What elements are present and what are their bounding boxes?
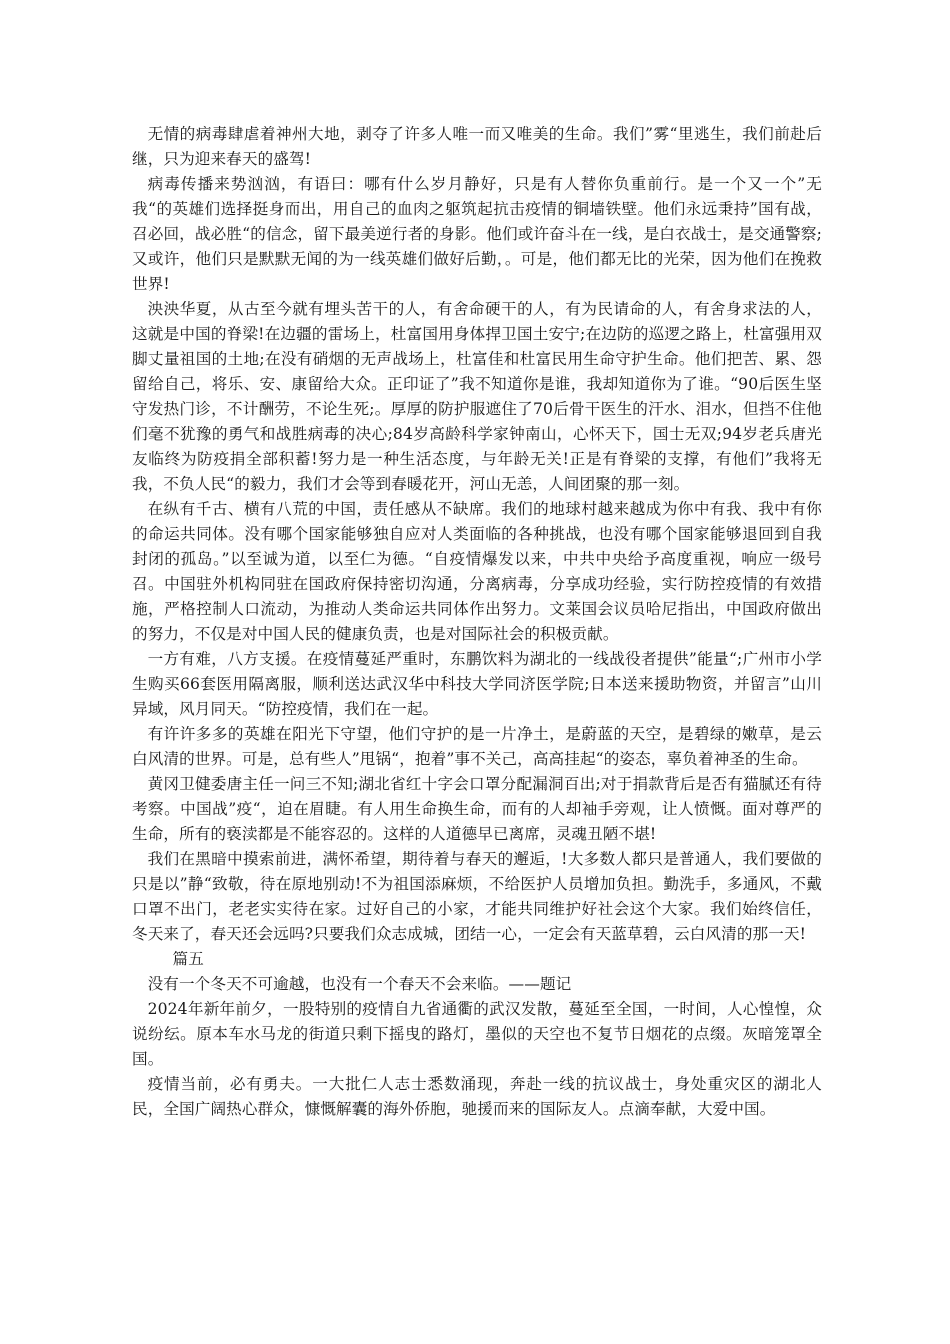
paragraph: 有许许多多的英雄在阳光下守望，他们守护的是一片净土，是蔚蓝的天空，是碧绿的嫩草，是云白风清的世界。可是，总有些人”甩锅“，抱着”事不关己，高高挂起“的姿态，辜负着神圣的生命。 bbox=[132, 725, 822, 768]
paragraph: 病毒传播来势汹汹，有语曰：哪有什么岁月静好，只是有人替你负重前行。是一个又一个”无我“的英雄们选择挺身而出，用自己的血肉之躯筑起抗击疫情的铜墙铁壁。他们永远秉持”国有战，召必回，战必胜“的信念，留下最美逆行者的身影。他们或许奋斗在一线，是白衣战士，是交通警察;又或许，他们只是默默无闻的为一线英雄们做好后勤，。可是，他们都无比的光荣，因为他们在挽救世界! bbox=[132, 175, 822, 293]
paragraph: 疫情当前，必有勇夫。一大批仁人志士悉数涌现，奔赴一线的抗议战士，身处重灾区的湖北人民，全国广阔热心群众，慷慨解囊的海外侨胞，驰援而来的国际友人。点滴奉献，大爱中国。 bbox=[132, 1075, 822, 1118]
section-heading: 篇五 bbox=[172, 950, 204, 968]
paragraph: 一方有难，八方支援。在疫情蔓延严重时，东鹏饮料为湖北的一线战役者提供”能量“;广州市小学生购买66套医用隔离服，顺利送达武汉华中科技大学同济医学院;日本送来援助物资，并留言”山川异域，风月同天。“防控疫情，我们在一起。 bbox=[132, 650, 822, 718]
paragraph: 无情的病毒肆虐着神州大地，剥夺了许多人唯一而又唯美的生命。我们”雾“里逃生，我们前赴后继，只为迎来春天的盛驾! bbox=[132, 125, 822, 168]
epigraph: 没有一个冬天不可逾越，也没有一个春天不会来临。——题记 bbox=[147, 975, 572, 993]
paragraph: 泱泱华夏，从古至今就有埋头苦干的人，有舍命硬干的人，有为民请命的人，有舍身求法的人，这就是中国的脊梁!在边疆的雷场上，杜富国用身体捍卫国土安宁;在边防的巡逻之路上，杜富强用双脚丈量祖国的土地;在没有硝烟的无声战场上，杜富佳和杜富民用生命守护生命。他们把苦、累、怨留给自己，将乐、安、康留给大众。正印证了”我不知道你是谁，我却知道你为了谁。“90后医生坚守发热门诊，不计酬劳，不论生死;。厚厚的防护服遮住了70后骨干医生的汗水、泪水，但挡不住他们毫不犹豫的勇气和战胜病毒的决心;84岁高龄科学家钟南山，心怀天下，国士无双;94岁老兵唐光友临终为防疫捐全部积蓄!努力是一种生活态度，与年龄无关!正是有脊梁的支撑，有他们”我将无我，不负人民“的毅力，我们才会等到春暖花开，河山无恙，人间团聚的那一刻。 bbox=[132, 300, 822, 493]
paragraph: 2024年新年前夕，一股特别的疫情自九省通衢的武汉发散，蔓延至全国，一时间，人心惶惶，众说纷纭。原本车水马龙的街道只剩下摇曳的路灯，墨似的天空也不复节日烟花的点缀。灰暗笼罩全国。 bbox=[132, 1000, 822, 1068]
document-page bbox=[132, 122, 822, 1122]
paragraph: 在纵有千古、横有八荒的中国，责任感从不缺席。我们的地球村越来越成为你中有我、我中有你的命运共同体。没有哪个国家能够独自应对人类面临的各种挑战，也没有哪个国家能够退回到自我封闭的孤岛。”以至诚为道，以至仁为德。“自疫情爆发以来，中共中央给予高度重视，响应一级号召。中国驻外机构同驻在国政府保持密切沟通，分离病毒，分享成功经验，实行防控疫情的有效措施，严格控制人口流动，为推动人类命运共同体作出努力。文莱国会议员哈尼指出，中国政府做出的努力，不仅是对中国人民的健康负责，也是对国际社会的积极贡献。 bbox=[132, 500, 822, 643]
paragraph: 我们在黑暗中摸索前进，满怀希望，期待着与春天的邂逅，!大多数人都只是普通人，我们要做的只是以”静“致敬，待在原地别动!不为祖国添麻烦，不给医护人员增加负担。勤洗手，多通风，不戴口罩不出门，老老实实待在家。过好自己的小家，才能共同维护好社会这个大家。我们始终信任，冬天来了，春天还会远吗?只要我们众志成城，团结一心，一定会有天蓝草碧，云白风清的那一天! bbox=[132, 850, 822, 943]
paragraph: 黄冈卫健委唐主任一问三不知;湖北省红十字会口罩分配漏洞百出;对于捐款背后是否有猫腻还有待考察。中国战”疫“，迫在眉睫。有人用生命换生命，而有的人却袖手旁观，让人愤慨。面对尊严的生命，所有的亵渎都是不能容忍的。这样的人道德早已离席，灵魂丑陋不堪! bbox=[132, 775, 822, 843]
